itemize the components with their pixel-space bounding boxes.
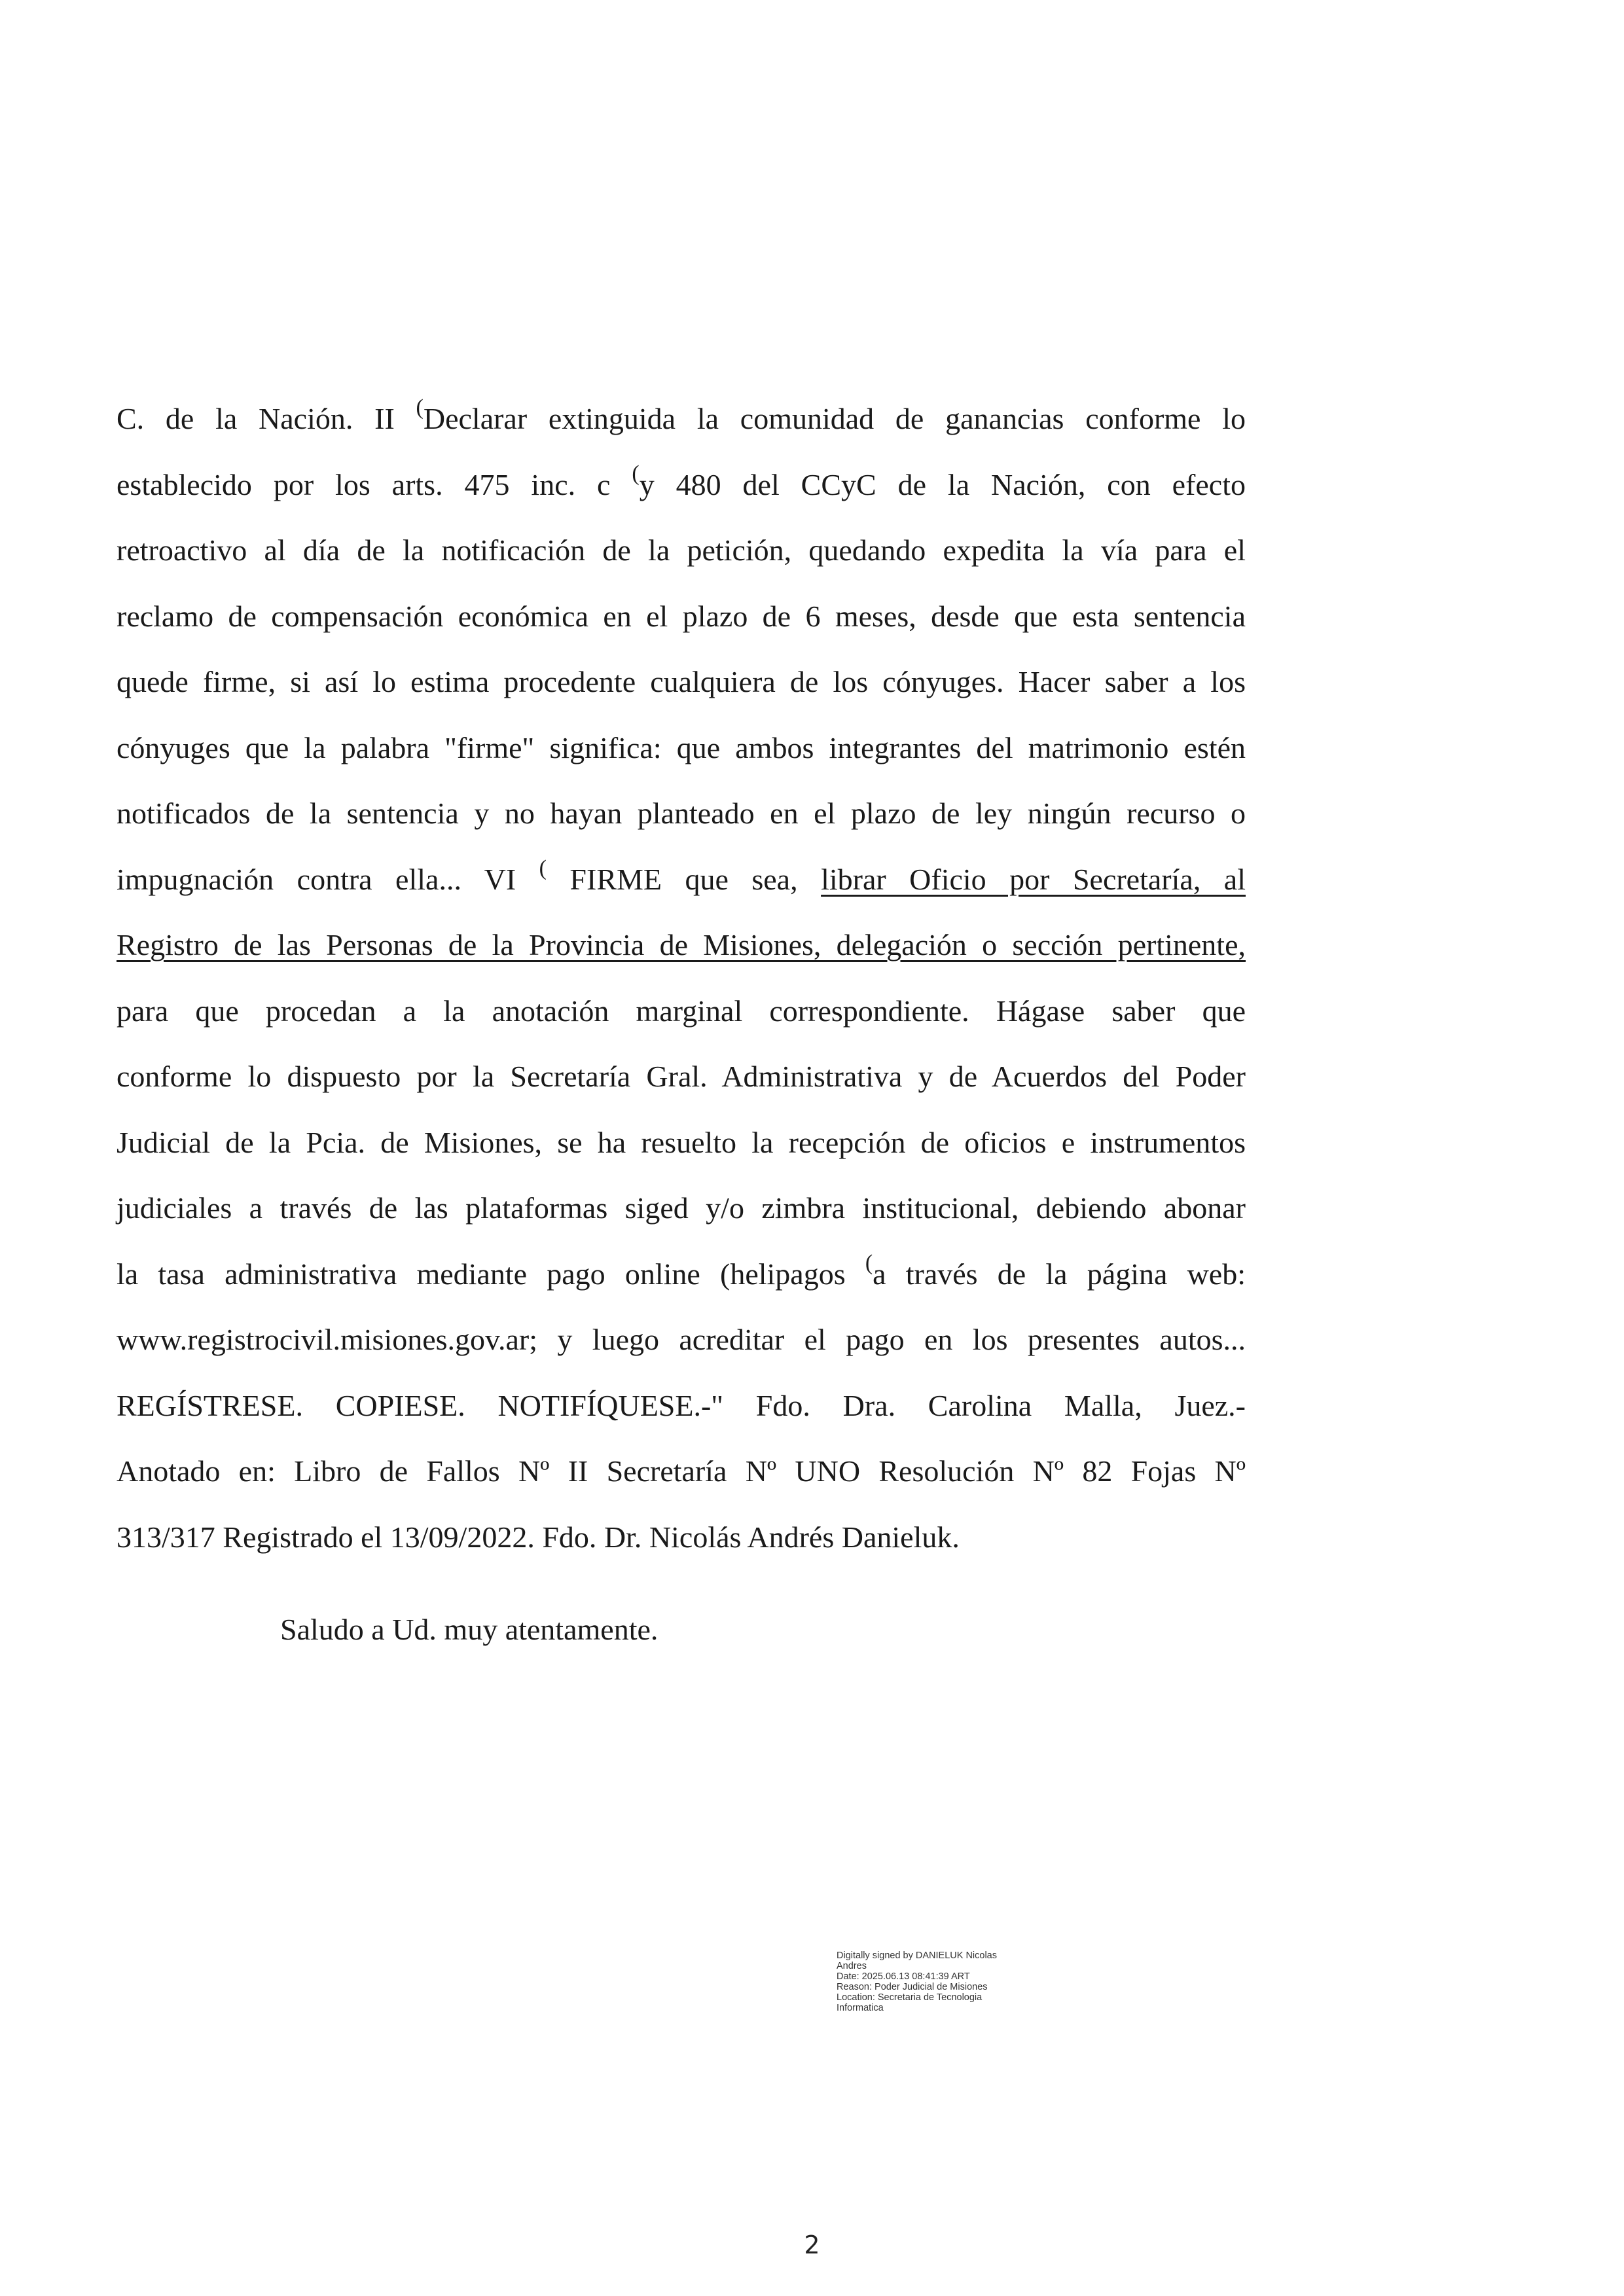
closing-salutation: Saludo a Ud. muy atentamente. xyxy=(280,1613,659,1646)
body-text xyxy=(117,386,1246,1570)
text-run: Judicial de la Pcia. de Misiones, se ha resuelto la recepción de oficios e instrumentos xyxy=(117,1125,1246,1159)
text-run: reclamo de compensación económica en el plazo de 6 meses, desde que esta sentencia xyxy=(117,599,1246,633)
text-run: establecido por los arts. 475 inc. c xyxy=(117,467,632,501)
text-line xyxy=(117,452,1246,518)
text-line xyxy=(117,1505,1246,1571)
signature-line: Date: 2025.06.13 08:41:39 ART xyxy=(837,1971,970,1982)
underlined-text: librar Oficio por Secretaría, al xyxy=(821,862,1246,896)
text-line xyxy=(117,1439,1246,1505)
signature-line: Location: Secretaria de Tecnologia xyxy=(837,1992,983,2003)
text-run: notificados de la sentencia y no hayan planteado en el plazo de ley ningún recurso o xyxy=(117,797,1246,830)
text-run: para que procedan a la anotación marginal correspondiente. Hágase saber que xyxy=(117,994,1246,1028)
text-line xyxy=(117,584,1246,650)
text-line xyxy=(117,1044,1246,1110)
text-line xyxy=(117,386,1246,452)
text-line xyxy=(117,1373,1246,1439)
signature-line: Informatica xyxy=(837,2003,884,2013)
superscript-mark: ( xyxy=(632,461,640,486)
superscript-mark: ( xyxy=(865,1250,873,1275)
text-line xyxy=(117,649,1246,715)
text-run: Declarar extinguida la comunidad de ganancias conforme lo xyxy=(423,402,1246,435)
text-run: la tasa administrativa mediante pago online (helipagos xyxy=(117,1257,865,1291)
text-run: judiciales a través de las plataformas siged y/o zimbra institucional, debiendo abonar xyxy=(117,1191,1246,1225)
superscript-mark: ( xyxy=(416,395,424,420)
text-run: conforme lo dispuesto por la Secretaría Gral. Administrativa y de Acuerdos del Poder xyxy=(117,1060,1246,1093)
text-run: www.registrocivil.misiones.gov.ar; y luego acreditar el pago en los presentes autos... xyxy=(117,1323,1246,1356)
digital-signature-stamp xyxy=(837,1950,1072,2013)
text-line xyxy=(117,1175,1246,1242)
text-run: a través de la página web: xyxy=(873,1257,1246,1291)
text-line xyxy=(117,847,1246,913)
underlined-text: Registro de las Personas de la Provincia de Misiones, delegación o sección pertinente, xyxy=(117,928,1246,961)
text-line xyxy=(117,518,1246,584)
text-run: retroactivo al día de la notificación de la petición, quedando expedita la vía para el xyxy=(117,533,1246,567)
text-line xyxy=(117,781,1246,847)
text-run: quede firme, si así lo estima procedente cualquiera de los cónyuges. Hacer saber a los xyxy=(117,665,1246,698)
text-line xyxy=(117,1110,1246,1176)
text-run: impugnación contra ella... VI xyxy=(117,862,539,896)
text-run: cónyuges que la palabra "firme" significa: que ambos integrantes del matrimonio estén xyxy=(117,730,1246,764)
signature-line: Digitally signed by DANIELUK Nicolas xyxy=(837,1950,997,1961)
text-run: y 480 del CCyC de la Nación, con efecto xyxy=(639,467,1246,501)
signature-line: Reason: Poder Judicial de Misiones xyxy=(837,1982,988,1992)
signature-line: Andres xyxy=(837,1961,867,1971)
text-run: FIRME que sea, xyxy=(546,862,821,896)
text-line xyxy=(117,978,1246,1045)
superscript-mark: ( xyxy=(539,855,547,880)
text-run: Anotado en: Libro de Fallos Nº II Secretaría Nº UNO Resolución Nº 82 Fojas Nº xyxy=(117,1454,1246,1488)
text-run: REGÍSTRESE. COPIESE. NOTIFÍQUESE.-" Fdo. Dra. Carolina Malla, Juez.- xyxy=(117,1388,1246,1422)
text-line xyxy=(117,715,1246,781)
text-line xyxy=(117,1242,1246,1308)
page-number: 2 xyxy=(804,2231,820,2259)
text-run: 313/317 Registrado el 13/09/2022. Fdo. Dr. Nicolás Andrés Danieluk. xyxy=(117,1520,960,1554)
text-run: C. de la Nación. II xyxy=(117,402,416,435)
text-line xyxy=(117,1307,1246,1373)
text-line xyxy=(117,912,1246,978)
